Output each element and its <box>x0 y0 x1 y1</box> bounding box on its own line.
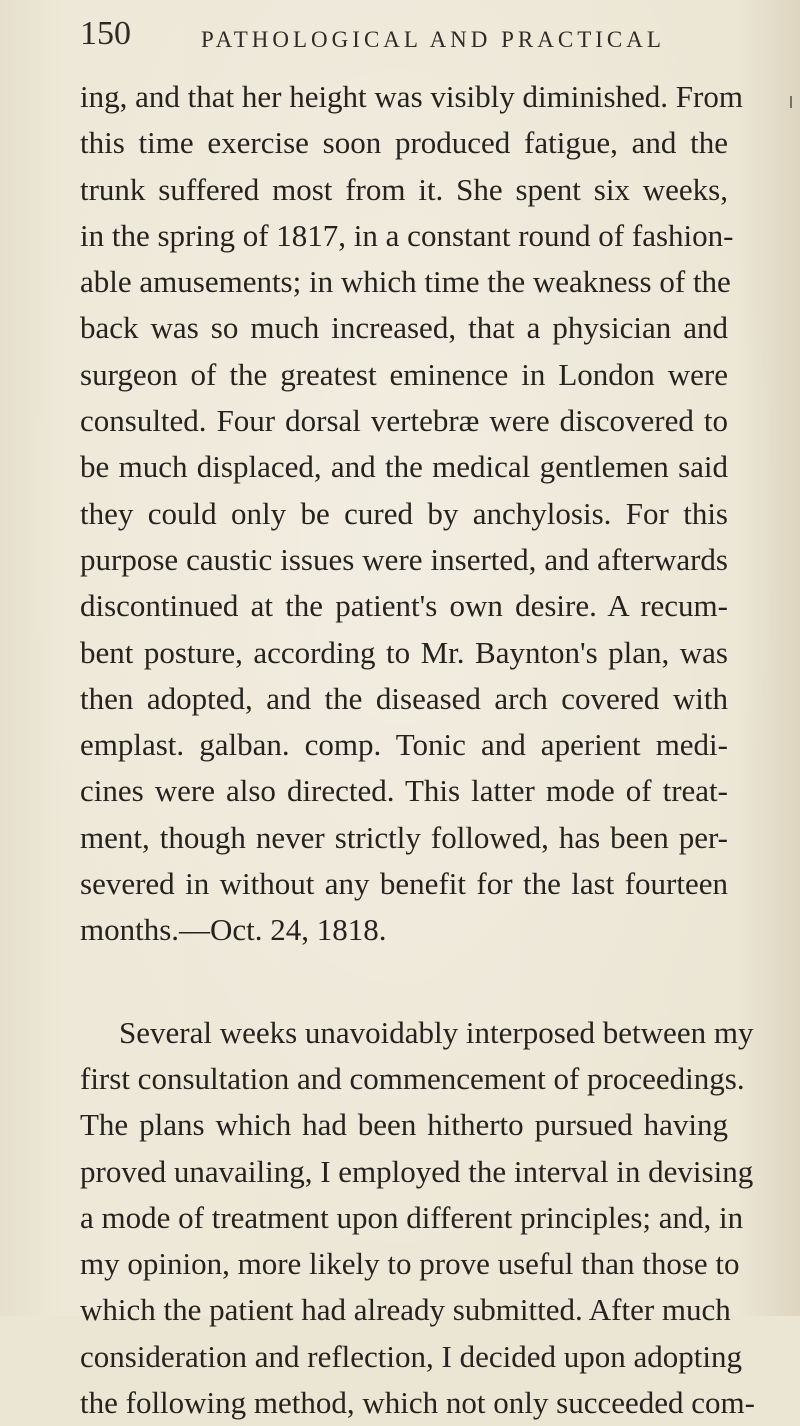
text-line: bent posture, according to Mr. Baynton's plan, was <box>80 634 728 670</box>
page-number: 150 <box>80 15 131 52</box>
text-line: back was so much increased, that a physician and <box>80 310 728 346</box>
text-line: in the spring of 1817, in a constant round of fashion- <box>80 217 734 253</box>
text-line: this time exercise soon produced fatigue, and the <box>80 125 728 161</box>
running-head: PATHOLOGICAL AND PRACTICAL <box>201 27 665 52</box>
text-line: severed in without any benefit for the last fourteen <box>80 866 728 902</box>
text-line: be much displaced, and the medical gentlemen said <box>80 449 728 485</box>
text-line: discontinued at the patient's own desire. A recum- <box>80 588 728 624</box>
text-line: Several weeks unavoidably interposed between my <box>119 1014 754 1050</box>
text-line: emplast. galban. comp. Tonic and aperient medi- <box>80 727 728 763</box>
page-header <box>80 14 760 58</box>
margin-mark <box>790 96 792 108</box>
paragraph-1 <box>80 74 743 954</box>
text-line: The plans which had been hitherto pursued having <box>80 1107 728 1143</box>
text-line: proved unavailing, I employed the interval in devising <box>80 1153 754 1189</box>
text-line: the following method, which not only succeeded com- <box>80 1385 755 1421</box>
text-line: then adopted, and the diseased arch covered with <box>80 680 728 716</box>
text-line: a mode of treatment upon different principles; and, in <box>80 1199 744 1235</box>
text-line: my opinion, more likely to prove useful than those to <box>80 1246 740 1282</box>
text-line: able amusements; in which time the weakness of the <box>80 264 731 300</box>
text-line: ment, though never strictly followed, has been per- <box>80 819 728 855</box>
paragraph-gap <box>80 954 728 1010</box>
text-line: surgeon of the greatest eminence in London were <box>80 356 728 392</box>
text-line: which the patient had already submitted. After much <box>80 1292 731 1328</box>
text-line: first consultation and commencement of proceedings. <box>80 1060 745 1096</box>
text-line: consulted. Four dorsal vertebræ were discovered to <box>80 403 728 439</box>
text-line: ing, and that her height was visibly diminished. From <box>80 79 743 114</box>
text-line: consideration and reflection, I decided upon adopting <box>80 1338 742 1374</box>
text-line: cines were also directed. This latter mode of treat- <box>80 773 728 809</box>
text-line: they could only be cured by anchylosis. For this <box>80 495 728 531</box>
paragraph-2 <box>80 1010 755 1426</box>
text-line: trunk suffered most from it. She spent six weeks, <box>80 171 728 207</box>
text-line: purpose caustic issues were inserted, and afterwards <box>80 541 728 577</box>
body-text <box>80 74 755 1426</box>
text-line: months.—Oct. 24, 1818. <box>80 912 387 948</box>
